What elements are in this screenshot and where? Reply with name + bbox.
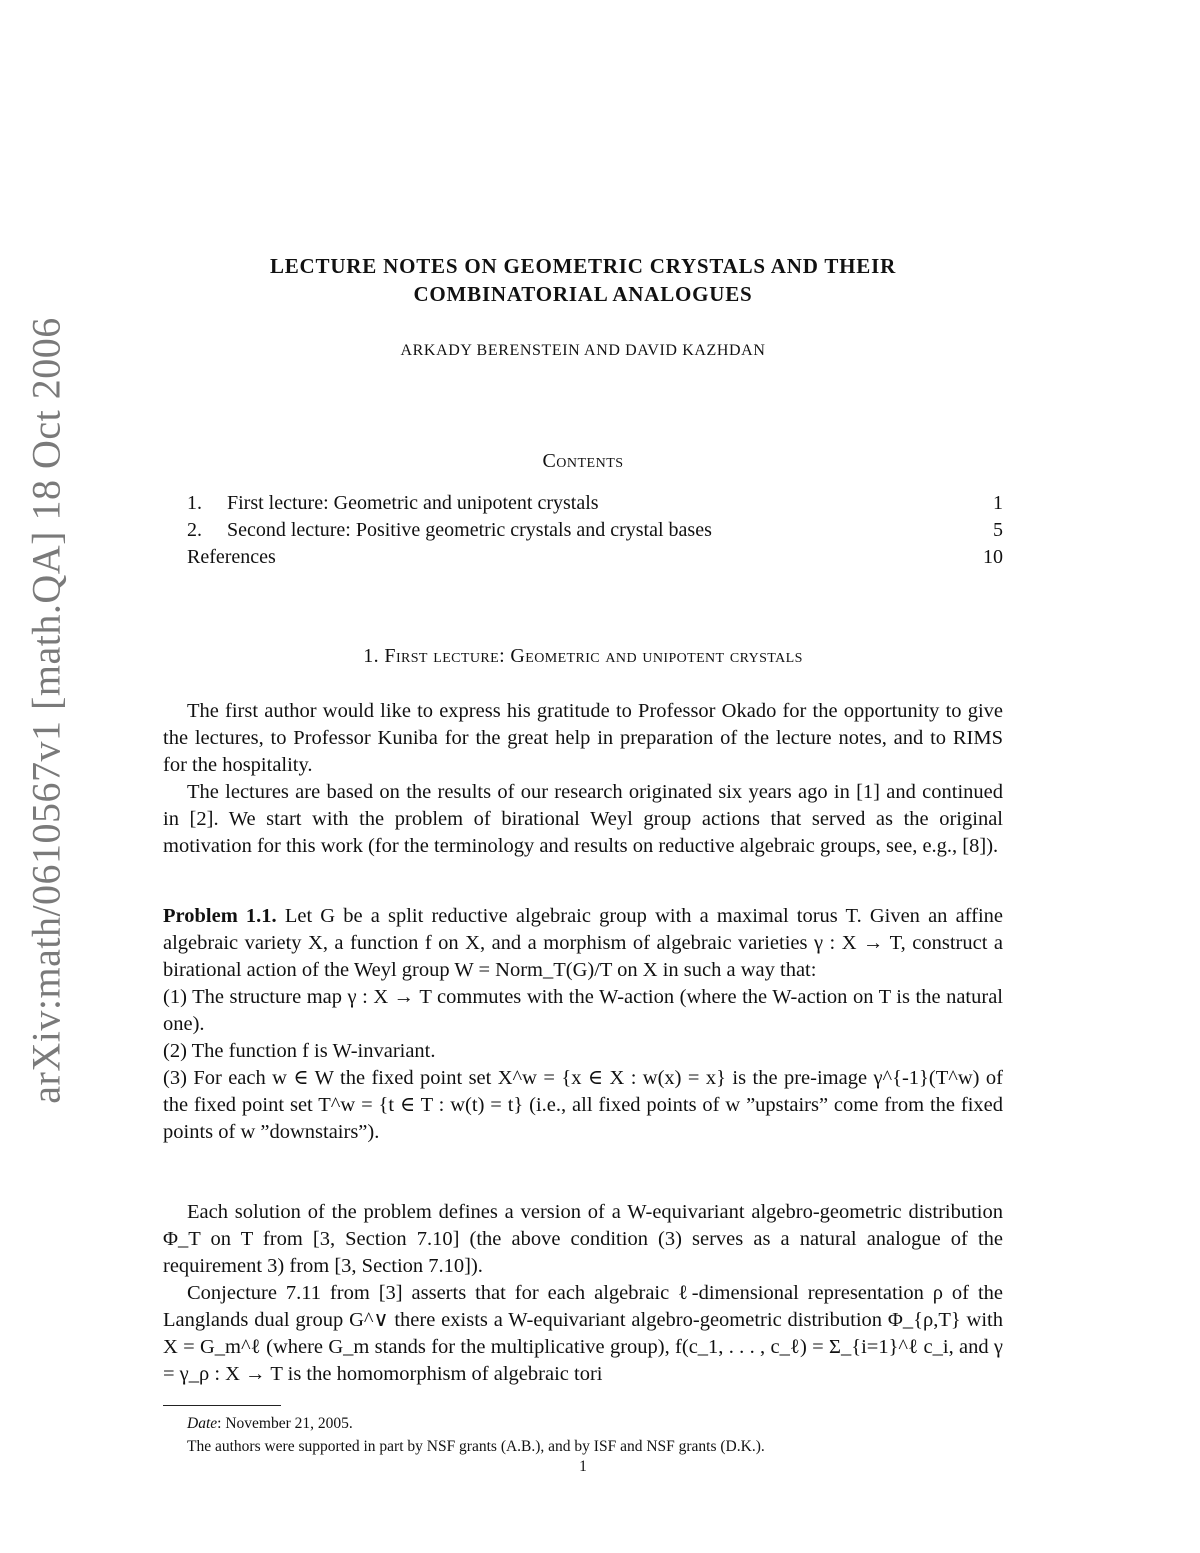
toc-entry-label: Second lecture: Positive geometric crystals and crystal bases	[227, 519, 712, 541]
toc-entry-label: References	[187, 546, 276, 568]
paragraph-distribution: Each solution of the problem defines a version of a W-equivariant algebro-geometric distribution Φ_T on T from [3, Section 7.10] (the above condition (3) serves as a natural analogue of the requirement 3) from [3, Section 7.10]).	[163, 1201, 1003, 1277]
table-of-contents	[187, 490, 1003, 571]
toc-entry-number: 2.	[187, 519, 202, 541]
paper-title	[163, 252, 1003, 308]
toc-entry[interactable]	[187, 490, 1003, 517]
toc-entry-page: 1	[993, 492, 1003, 514]
problem-label: Problem 1.1.	[163, 905, 277, 927]
section-heading: 1. First lecture: Geometric and unipotent crystals	[363, 645, 803, 667]
problem-statement	[163, 903, 1003, 984]
discussion-paragraphs	[163, 1199, 1003, 1388]
intro-paragraphs	[163, 698, 1003, 860]
footnote-date	[163, 1412, 1003, 1435]
problem-text: Let G be a split reductive algebraic group with a maximal torus T. Given an affine algebraic variety X, a function f on X, and a morphism of algebraic varieties γ : X → T, construct a birational action of the Weyl group W = Norm_T(G)/T on X in such a way that:	[163, 905, 1003, 981]
paragraph-motivation: The lectures are based on the results of our research originated six years ago in [1] and continued in [2]. We start with the problem of birational Weyl group actions that served as the original motivation for this work (for the terminology and results on reductive algebraic groups, see, e.g., [8]).	[163, 781, 1003, 857]
toc-entry-page: 10	[983, 546, 1003, 568]
toc-entry-label: First lecture: Geometric and unipotent crystals	[227, 492, 599, 514]
title-line-2: COMBINATORIAL ANALOGUES	[413, 282, 753, 306]
toc-entry[interactable]	[187, 517, 1003, 544]
author-list: ARKADY BERENSTEIN AND DAVID KAZHDAN	[400, 342, 766, 359]
footnote-date-label: Date	[187, 1415, 218, 1432]
toc-entry-number: 1.	[187, 492, 202, 514]
problem-block	[163, 903, 1003, 1146]
footnote-date-value: : November 21, 2005.	[217, 1415, 353, 1432]
problem-item-1: (1) The structure map γ : X → T commutes with the W-action (where the W-action on T is the natural one).	[163, 986, 1003, 1035]
arxiv-side-stamp	[20, 316, 72, 1104]
paragraph-conjecture: Conjecture 7.11 from [3] asserts that for each algebraic ℓ-dimensional representation ρ of the Langlands dual group G^∨ there exists a W-equivariant algebro-geometric distribution Φ_{ρ,T} with X = G_m^ℓ (where G_m stands for the multiplicative group), f(c_1, . . . , c_ℓ) = Σ_{i=1}^ℓ c_i, and γ = γ_ρ : X → T is the homomorphism of algebraic tori	[163, 1282, 1003, 1385]
title-line-1: LECTURE NOTES ON GEOMETRIC CRYSTALS AND THEIR	[269, 254, 897, 278]
footnotes	[163, 1412, 1003, 1458]
toc-entry[interactable]	[187, 544, 1003, 571]
page-number: 1	[579, 1458, 587, 1475]
paragraph-acknowledgement: The first author would like to express his gratitude to Professor Okado for the opportunity to give the lectures, to Professor Kuniba for the great help in preparation of the lecture notes, and to RIMS for the hospitality.	[163, 700, 1003, 776]
problem-item-3: (3) For each w ∈ W the fixed point set X^w = {x ∈ X : w(x) = x} is the pre-image γ^{-1}(T^w) of the fixed point set T^w = {t ∈ T : w(t) = t} (i.e., all fixed points of w ”upstairs” come from the fixed points of w ”downstairs”).	[163, 1067, 1003, 1143]
problem-item-2: (2) The function f is W-invariant.	[163, 1040, 436, 1062]
toc-entry-page: 5	[993, 519, 1003, 541]
footnote-rule	[163, 1405, 281, 1406]
contents-heading: Contents	[542, 450, 624, 472]
footnote-support: The authors were supported in part by NSF grants (A.B.), and by ISF and NSF grants (D.K.).	[187, 1438, 765, 1455]
arxiv-identifier: arXiv:math/0610567v1 [math.QA] 18 Oct 2006	[23, 316, 69, 1104]
